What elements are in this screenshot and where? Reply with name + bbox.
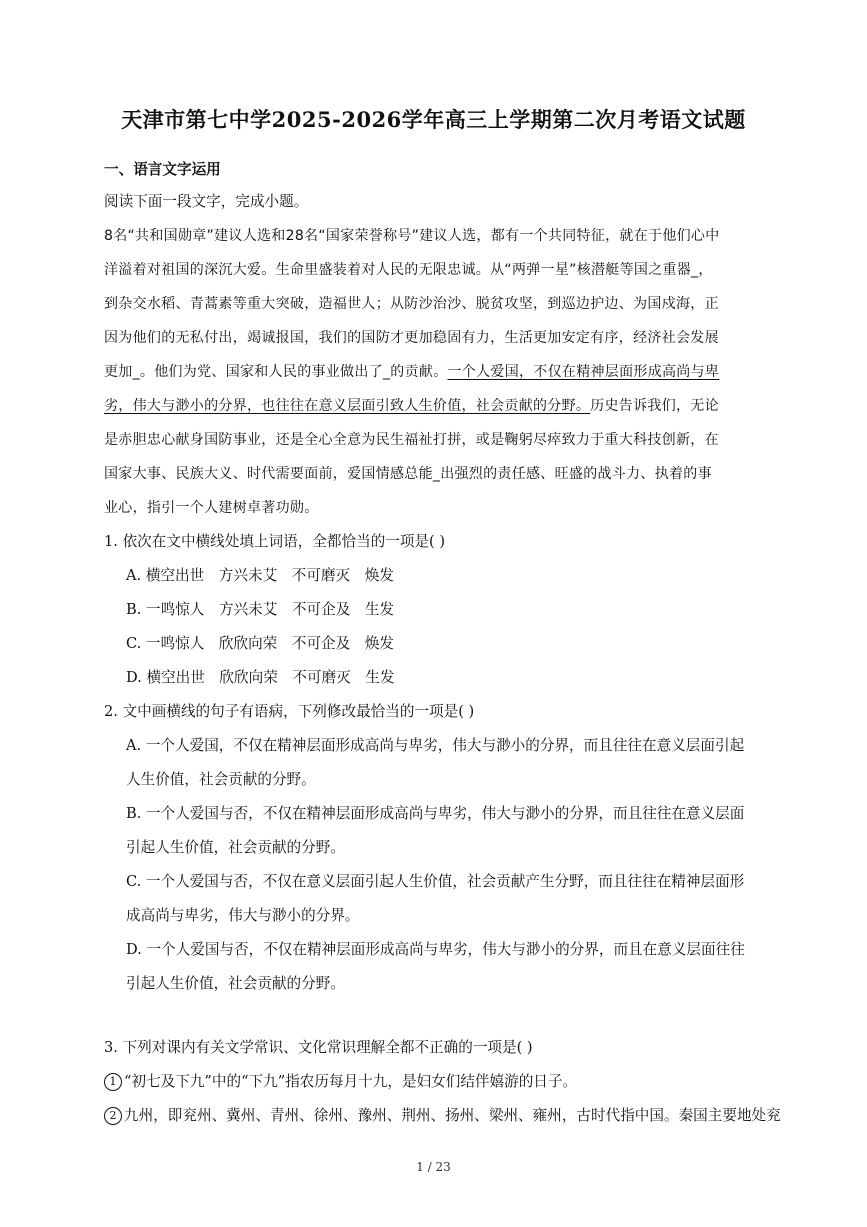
passage-text: 更加_。他们为党、国家和人民的事业做出了_的贡献。 xyxy=(104,364,448,380)
question-3-item-1 xyxy=(104,1072,577,1092)
question-1-option-c: C. 一鸣惊人 欣欣向荣 不可企及 焕发 xyxy=(126,635,395,652)
question-2-option-b-cont: 引起人生价值，社会贡献的分野。 xyxy=(126,839,345,856)
question-2-option-d-cont: 引起人生价值，社会贡献的分野。 xyxy=(126,975,345,992)
circled-number: 2 xyxy=(104,1107,122,1125)
question-2-option-a-cont: 人生价值，社会贡献的分野。 xyxy=(126,771,316,788)
question-2-option-b: B. 一个人爱国与否，不仅在精神层面形成高尚与卑劣，伟大与渺小的分界，而且往往在意义层面 xyxy=(126,805,745,822)
question-1-option-d: D. 横空出世 欣欣向荣 不可磨灭 生发 xyxy=(126,669,395,686)
underlined-sentence: 劣，伟大与渺小的分界，也往往在意义层面引致人生价值，社会贡献的分野。 xyxy=(104,398,591,414)
passage-line-1: 8名“共和国勋章”建议人选和28名“国家荣誉称号”建议人选，都有一个共同特征，就在于他们心中 xyxy=(104,228,720,244)
item-text: “初七及下九”中的“下九”指农历每月十九，是妇女们结伴嬉游的日子。 xyxy=(124,1073,578,1090)
question-2-option-c-cont: 成高尚与卑劣，伟大与渺小的分界。 xyxy=(126,907,360,924)
passage-text: 历史告诉我们，无论 xyxy=(590,398,719,414)
item-text: 九州，即兖州、冀州、青州、徐州、豫州、荆州、扬州、梁州、雍州，古时代指中国。秦国主要地处兖 xyxy=(124,1107,781,1124)
question-2-stem: 2. 文中画横线的句子有语病，下列修改最恰当的一项是( ) xyxy=(104,703,475,720)
passage-line-5 xyxy=(104,362,719,382)
reading-instruction: 阅读下面一段文字，完成小题。 xyxy=(104,193,309,210)
page-number: 1 / 23 xyxy=(416,1160,451,1174)
question-1-option-b: B. 一鸣惊人 方兴未艾 不可企及 生发 xyxy=(126,601,395,618)
passage-line-9: 业心，指引一个人建树卓著功勋。 xyxy=(104,500,319,516)
question-2-option-a: A. 一个人爱国，不仅在精神层面形成高尚与卑劣，伟大与渺小的分界，而且往往在意义层面引起 xyxy=(126,737,745,754)
underlined-sentence: 一个人爱国，不仅在精神层面形成高尚与卑 xyxy=(447,364,720,380)
section-heading: 一、语言文字运用 xyxy=(104,161,221,178)
question-2-option-d: D. 一个人爱国与否，不仅在精神层面形成高尚与卑劣，伟大与渺小的分界，而且在意义层面往往 xyxy=(126,941,745,958)
question-2-option-c: C. 一个人爱国与否，不仅在意义层面引起人生价值，社会贡献产生分野，而且往往在精神层面形 xyxy=(126,873,745,890)
passage-line-7: 是赤胆忠心献身国防事业，还是全心全意为民生福祉打拼，或是鞠躬尽瘁致力于重大科技创新，在 xyxy=(104,432,719,448)
passage-line-3: 到杂交水稻、青蒿素等重大突破，造福世人；从防沙治沙、脱贫攻坚，到巡边护边、为国戍海，正 xyxy=(104,296,719,312)
passage-line-2: 洋溢着对祖国的深沉大爱。生命里盛装着对人民的无限忠诚。从“两弹一星”核潜艇等国之重器_， xyxy=(104,262,713,278)
question-3-stem: 3. 下列对课内有关文学常识、文化常识理解全都不正确的一项是( ) xyxy=(104,1039,533,1056)
question-1-option-a: A. 横空出世 方兴未艾 不可磨灭 焕发 xyxy=(126,567,394,584)
passage-line-4: 因为他们的无私付出，竭诚报国，我们的国防才更加稳固有力，生活更加安定有序，经济社会发展 xyxy=(104,330,719,346)
passage-line-6 xyxy=(104,396,719,416)
circled-number: 1 xyxy=(104,1073,122,1091)
document-title: 天津市第七中学2025-2026学年高三上学期第二次月考语文试题 xyxy=(121,107,746,132)
question-1-stem: 1. 依次在文中横线处填上词语，全都恰当的一项是( ) xyxy=(104,533,446,550)
question-3-item-2 xyxy=(104,1106,781,1126)
passage-line-8: 国家大事、民族大义、时代需要面前，爱国情感总能_出强烈的责任感、旺盛的战斗力、执着的事 xyxy=(104,466,712,482)
